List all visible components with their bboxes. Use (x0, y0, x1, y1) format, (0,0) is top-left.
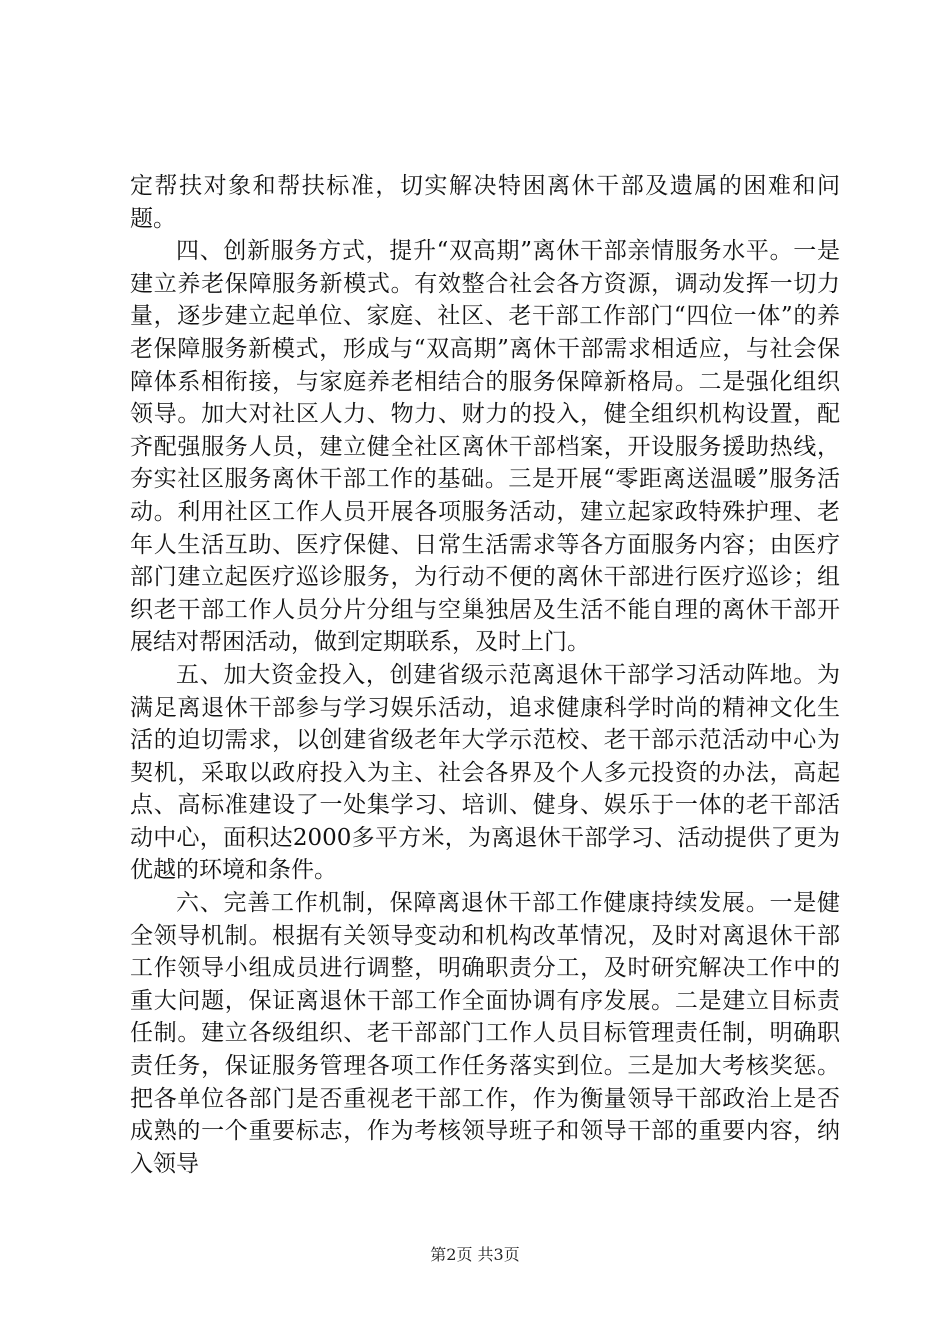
page-number: 第2页 共3页 (430, 1245, 520, 1264)
paragraph-3: 五、加大资金投入，创建省级示范离退休干部学习活动阵地。为满足离退休干部参与学习娱乐活动，追求健康科学时尚的精神文化生活的迫切需求，以创建省级老年大学示范校、老干部示范活动中心为契机，采取以政府投入为主、社会各界及个人多元投资的办法，高起点、高标准建设了一处集学习、培训、健身、娱乐于一体的老干部活动中心，面积达2000多平方米，为离退休干部学习、活动提供了更为优越的环境和条件。 (130, 661, 840, 884)
paragraph-2: 四、创新服务方式，提升“双高期”离休干部亲情服务水平。一是建立养老保障服务新模式。有效整合社会各方资源，调动发挥一切力量，逐步建立起单位、家庭、社区、老干部工作部门“四位一体”的养老保障服务新模式，形成与“双高期”离休干部需求相适应，与社会保障体系相衔接，与家庭养老相结合的服务保障新格局。二是强化组织领导。加大对社区人力、物力、财力的投入，健全组织机构设置，配齐配强服务人员，建立健全社区离休干部档案，开设服务援助热线，夯实社区服务离休干部工作的基础。三是开展“零距离送温暖”服务活动。利用社区工作人员开展各项服务活动，建立起家政特殊护理、老年人生活互助、医疗保健、日常生活需求等各方面服务内容；由医疗部门建立起医疗巡诊服务，为行动不便的离休干部进行医疗巡诊；组织老干部工作人员分片分组与空巢独居及生活不能自理的离休干部开展结对帮困活动，做到定期联系，及时上门。 (130, 238, 840, 656)
paragraph-4: 六、完善工作机制，保障离退休干部工作健康持续发展。一是健全领导机制。根据有关领导变动和机构改革情况，及时对离退休干部工作领导小组成员进行调整，明确职责分工，及时研究解决工作中的重大问题，保证离退休干部工作全面协调有序发展。二是建立目标责任制。建立各级组织、老干部部门工作人员目标管理责任制，明确职责任务，保证服务管理各项工作任务落实到位。三是加大考核奖惩。把各单位各部门是否重视老干部工作，作为衡量领导干部政治上是否成熟的一个重要标志，作为考核领导班子和领导干部的重要内容，纳入领导 (130, 890, 840, 1177)
paragraph-1: 定帮扶对象和帮扶标准，切实解决特困离休干部及遗属的困难和问题。 (130, 173, 840, 232)
document-body (130, 170, 840, 1180)
page-footer (0, 1244, 950, 1266)
